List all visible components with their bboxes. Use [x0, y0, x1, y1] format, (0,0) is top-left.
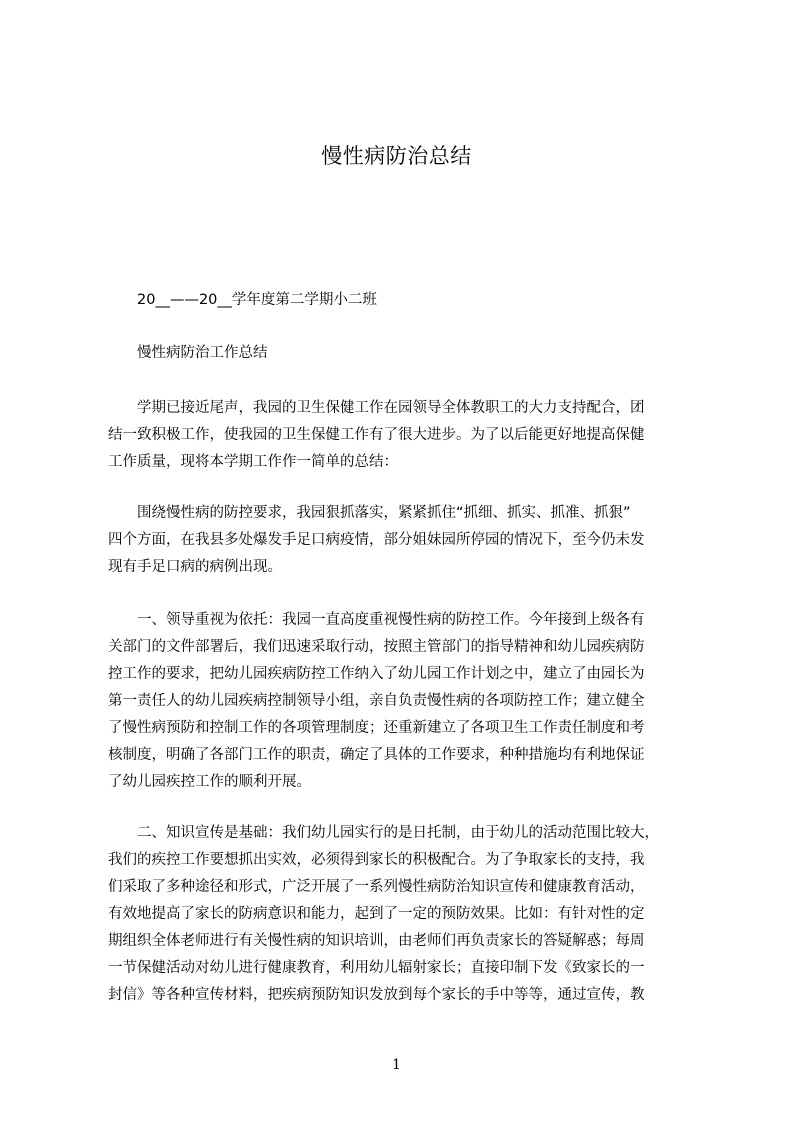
text-line: 核制度，明确了各部门工作的职责，确定了具体的工作要求，种种措施均有利地保证	[108, 747, 645, 763]
text-line: 二、知识宣传是基础：我们幼儿园实行的是日托制，由于幼儿的活动范围比较大，	[108, 825, 659, 841]
page-number: 1	[392, 1057, 401, 1073]
text-line: 一节保健活动对幼儿进行健康教育，利用幼儿辐射家长；直接印制下发《致家长的一	[108, 960, 645, 976]
text-line: 四个方面，在我县多处爆发手足口病疫情，部分姐妹园所停园的情况下，至今仍未发	[108, 532, 645, 548]
text-line: 们采取了多种途径和形式，广泛开展了一系列慢性病防治知识宣传和健康教育活动，	[108, 879, 645, 895]
text-line: 第一责任人的幼儿园疾病控制领导小组，亲自负责慢性病的各项防控工作；建立健全	[108, 693, 645, 709]
text-line: 慢性病防治工作总结	[108, 345, 268, 361]
text-line: 期组织全体老师进行有关慢性病的知识培训，由老师们再负责家长的答疑解惑；每周	[108, 933, 645, 949]
text-line: 结一致积极工作，使我园的卫生保健工作有了很大进步。为了以后能更好地提高保健	[108, 427, 645, 443]
text-line: 有效地提高了家长的防病意识和能力，起到了一定的预防效果。比如：有针对性的定	[108, 906, 645, 922]
text-line: 20__——20__学年度第二学期小二班	[108, 292, 377, 308]
text-line: 了幼儿园疾控工作的顺利开展。	[108, 774, 311, 790]
document-title: 慢性病防治总结	[321, 144, 472, 168]
text-line: 控工作的要求，把幼儿园疾病防控工作纳入了幼儿园工作计划之中，建立了由园长为	[108, 666, 645, 682]
text-line: 我们的疾控工作要想抓出实效，必须得到家长的积极配合。为了争取家长的支持，我	[108, 852, 645, 868]
text-line: 学期已接近尾声，我园的卫生保健工作在园领导全体教职工的大力支持配合，团	[108, 400, 645, 416]
text-line: 一、领导重视为依托：我园一直高度重视慢性病的防控工作。今年接到上级各有	[108, 612, 645, 628]
text-line: 了慢性病预防和控制工作的各项管理制度；还重新建立了各项卫生工作责任制度和考	[108, 720, 645, 736]
text-line: 现有手足口病的病例出现。	[108, 559, 282, 575]
text-line: 封信》等各种宣传材料，把疾病预防知识发放到每个家长的手中等等，通过宣传，教	[108, 987, 645, 1003]
text-line: 工作质量，现将本学期工作作一简单的总结：	[108, 454, 398, 470]
text-line: 围绕慢性病的防控要求，我园狠抓落实，紧紧抓住“抓细、抓实、抓准、抓狠”	[108, 505, 631, 521]
text-line: 关部门的文件部署后，我们迅速采取行动，按照主管部门的指导精神和幼儿园疾病防	[108, 639, 645, 655]
